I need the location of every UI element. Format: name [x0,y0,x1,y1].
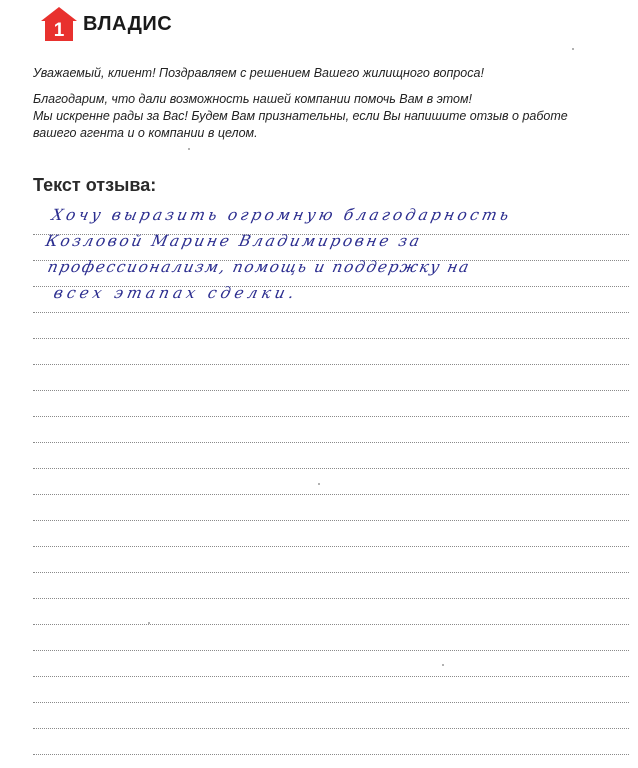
ruled-line [33,339,629,365]
handwritten-line-1: Хочу выразить огромную благодарность [50,206,514,224]
scan-speck [572,48,574,50]
ruled-line [33,651,629,677]
ruled-line [33,677,629,703]
ruled-line [33,521,629,547]
ruled-line [33,365,629,391]
logo-digit: 1 [53,20,65,41]
ruled-line [33,729,629,755]
ruled-line [33,443,629,469]
handwritten-line-4: всех этапах сделки. [52,284,300,302]
ruled-line [33,469,629,495]
scan-speck [442,664,444,666]
ruled-line [33,573,629,599]
brand-logo [40,6,172,42]
ruled-line [33,313,629,339]
ruled-line [33,703,629,729]
thanks-line-3: вашего агента и о компании в целом. [33,126,258,140]
brand-name: ВЛАДИС [83,12,173,35]
house-logo-icon [40,6,78,42]
ruled-line [33,417,629,443]
ruled-line [33,391,629,417]
ruled-line [33,495,629,521]
ruled-line [33,625,629,651]
intro-text [33,65,613,142]
scan-speck [318,483,320,485]
greeting-text: Уважаемый, клиент! Поздравляем с решением Вашего жилищного вопроса! [33,66,484,80]
handwritten-line-3: профессионализм, помощь и поддержку на [46,258,472,276]
thanks-line-1: Благодарим, что дали возможность нашей компании помочь Вам в этом! [33,92,473,106]
handwritten-review [40,202,620,306]
thanks-line-2: Мы искренне рады за Вас! Будем Вам признательны, если Вы напишите отзыв о работе [33,109,568,123]
scan-speck [148,622,150,624]
ruled-line [33,547,629,573]
handwritten-line-2: Козловой Марине Владимировне за [44,232,424,250]
review-title: Текст отзыва: [33,175,157,195]
thanks-paragraph [33,91,613,142]
ruled-line [33,599,629,625]
scan-speck [188,148,190,150]
